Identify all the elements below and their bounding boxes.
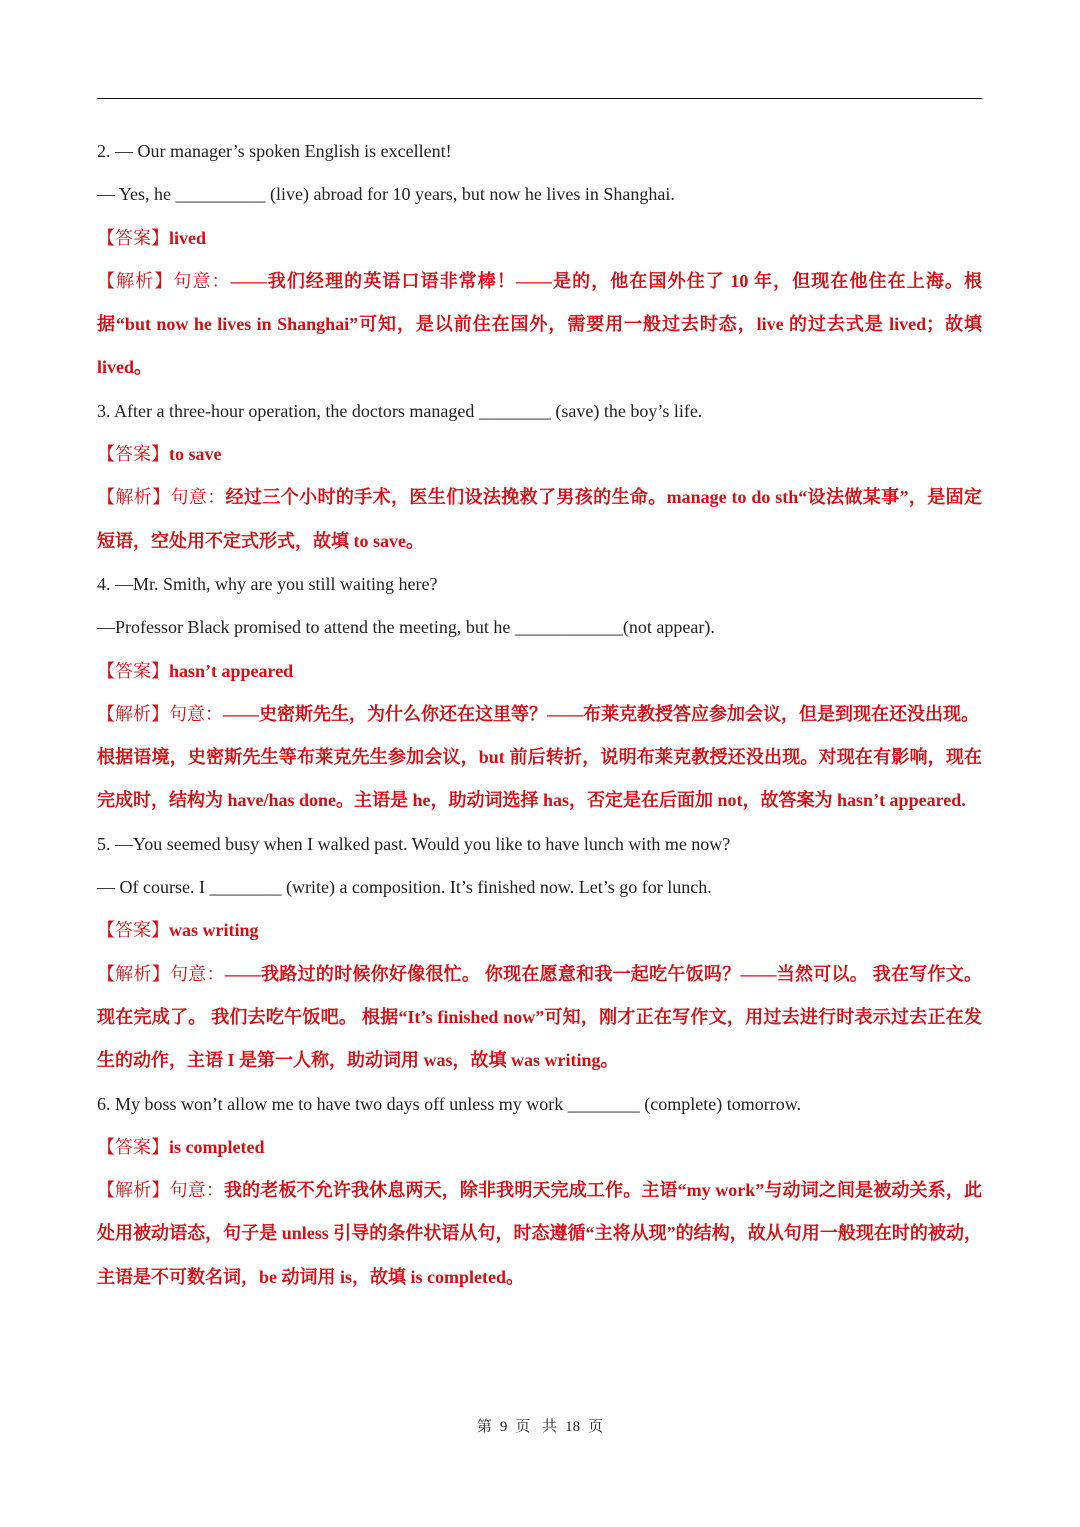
footer-page-number: 9 xyxy=(499,1419,508,1435)
question-2-line-2: — Yes, he __________ (live) abroad for 10 years, but now he lives in Shanghai. xyxy=(97,184,675,205)
question-4-line-1: 4. —Mr. Smith, why are you still waiting here? xyxy=(97,573,438,594)
analysis-2: 【解析】句意：——我们经理的英语口语非常棒！——是的，他在国外住了 10 年，但现在他住在上海。根据“but now he lives in Shanghai”可知，是以前住在国外，需要用一般过去时态，live 的过去式是 lived；故填 lived。 xyxy=(97,270,983,378)
footer-ye2: 页 xyxy=(588,1419,604,1435)
question-4-line-2: —Professor Black promised to attend the meeting, but he ____________(not appear). xyxy=(97,617,715,638)
page-content xyxy=(97,130,982,1299)
analysis-3: 【解析】句意：经过三个小时的手术，医生们设法挽救了男孩的生命。manage to do sth“设法做某事”，是固定短语，空处用不定式形式，故填 to save。 xyxy=(97,487,982,551)
footer-total-pages: 18 xyxy=(565,1419,581,1435)
footer-ye: 页 xyxy=(515,1419,531,1435)
footer-di: 第 xyxy=(476,1419,492,1435)
analysis-4: 【解析】句意：——史密斯先生，为什么你还在这里等？——布莱克教授答应参加会议，但是到现在还没出现。 xyxy=(97,703,979,724)
answer-6: 【答案】is completed xyxy=(97,1136,265,1157)
answer-5: 【答案】was writing xyxy=(97,920,259,941)
analysis-6: 【解析】句意：我的老板不允许我休息两天，除非我明天完成工作。主语“my work”与动词之间是被动关系，此处用被动语态，句子是 unless 引导的条件状语从句，时态遵循“主将从现”的结构，故从句用一般现在时的被动，主语是不可数名词，be 动词用 is，故填 is completed。 xyxy=(97,1180,982,1287)
analysis-5: 【解析】句意：——我路过的时候你好像很忙。 你现在愿意和我一起吃午饭吗？——当然可以。 我在写作文。 现在完成了。 我们去吃午饭吧。 根据“It’s finished now”可知，刚才正在写作文，用过去进行时表示过去正在发生的动作，主语 I 是第一人称，助动词用 was，故填 was writing。 xyxy=(97,963,983,1071)
answer-4: 【答案】hasn’t appeared xyxy=(97,660,294,681)
header-rule xyxy=(97,98,982,99)
page-footer xyxy=(0,1415,1080,1436)
analysis-4-detail: 根据语境，史密斯先生等布莱克先生参加会议，but 前后转折，说明布莱克教授还没出现。对现在有影响，现在完成时，结构为 have/has done。主语是 he，助动词选择 has，否定是在后面加 not，故答案为 hasn’t appeared. xyxy=(97,747,982,811)
question-3-line-1: 3. After a three-hour operation, the doctors managed ________ (save) the boy’s life. xyxy=(97,400,703,421)
question-5-line-1: 5. —You seemed busy when I walked past. Would you like to have lunch with me now? xyxy=(97,833,731,854)
answer-2: 【答案】lived xyxy=(97,227,207,248)
question-5-line-2: — Of course. I ________ (write) a composition. It’s finished now. Let’s go for lunch. xyxy=(97,877,712,898)
footer-gong: 共 xyxy=(542,1419,558,1435)
question-2-line-1: 2. — Our manager’s spoken English is excellent! xyxy=(97,141,452,161)
answer-3: 【答案】to save xyxy=(97,444,222,465)
question-6-line-1: 6. My boss won’t allow me to have two days off unless my work ________ (complete) tomorrow. xyxy=(97,1093,802,1114)
